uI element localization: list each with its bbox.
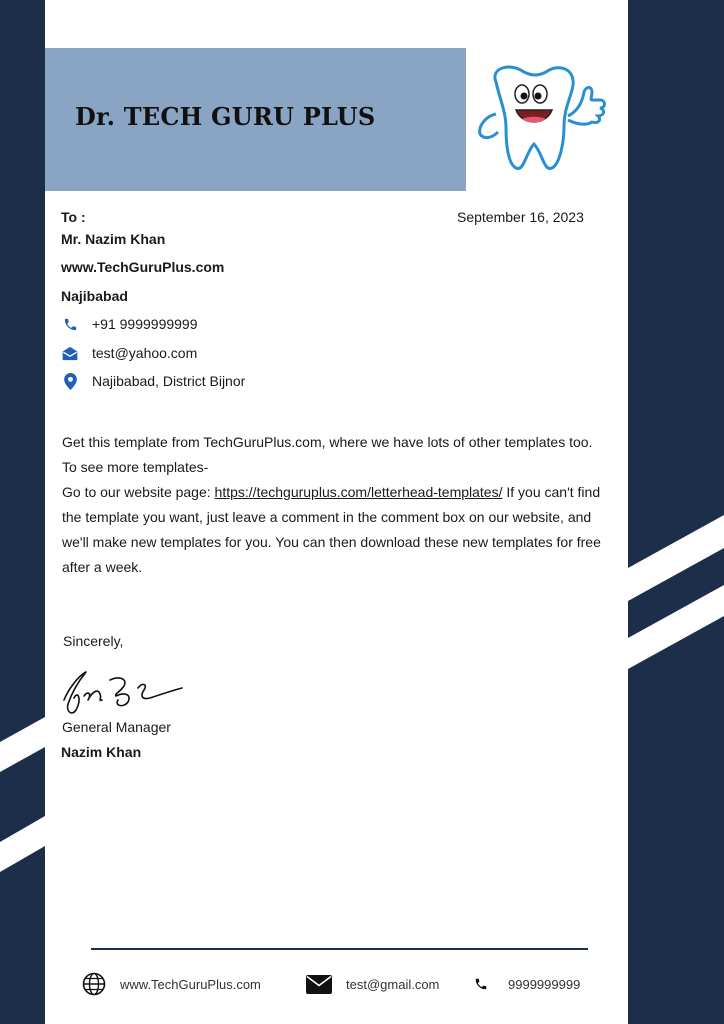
body-line-1: Get this template from TechGuruPlus.com, where we have lots of other templates too.: [62, 434, 593, 450]
letter-body: [62, 430, 614, 580]
footer-email: test@gmail.com: [346, 976, 440, 992]
contact-email-row: [61, 343, 197, 363]
letter-date: September 16, 2023: [457, 209, 584, 225]
contact-address: Najibabad, District Bijnor: [92, 373, 246, 389]
contact-phone: +91 9999999999: [92, 316, 198, 332]
body-line-2: To see more templates-: [62, 459, 209, 475]
recipient-name: Mr. Nazim Khan: [61, 231, 166, 247]
footer-divider: [91, 948, 588, 950]
footer-phone: 9999999999: [508, 976, 581, 992]
footer-website-item: [82, 971, 261, 997]
recipient-city: Najibabad: [61, 288, 128, 304]
recipient-website: www.TechGuruPlus.com: [61, 259, 225, 275]
closing: Sincerely,: [63, 633, 124, 649]
phone-icon: [61, 315, 79, 333]
body-paragraph: [62, 480, 614, 580]
location-pin-icon: [61, 372, 79, 390]
signer-name: Nazim Khan: [61, 744, 142, 760]
contact-email: test@yahoo.com: [92, 345, 198, 361]
templates-link[interactable]: https://techguruplus.com/letterhead-templates/: [214, 484, 503, 500]
phone-icon: [474, 977, 488, 991]
body-line-3-suffix: If you can't find the template you want, just leave a comment in the comment box on our website, and we'll make new templates for you. You can then download these new templates for free after a week.: [62, 484, 601, 575]
open-envelope-icon: [61, 344, 79, 362]
tooth-mascot-logo: [472, 64, 608, 174]
footer-email-item: [306, 971, 439, 997]
contact-address-row: [61, 371, 245, 391]
globe-icon: [82, 972, 106, 996]
body-line-3-prefix: Go to our website page:: [62, 484, 215, 500]
contact-phone-row: [61, 314, 198, 334]
signer-title: General Manager: [62, 719, 171, 735]
envelope-icon: [306, 975, 332, 994]
to-label: To :: [61, 209, 86, 225]
company-title: Dr. TECH GURU PLUS: [75, 102, 376, 131]
footer-website: www.TechGuruPlus.com: [120, 976, 261, 992]
footer-phone-item: [474, 971, 580, 997]
handwritten-signature: [58, 660, 188, 720]
